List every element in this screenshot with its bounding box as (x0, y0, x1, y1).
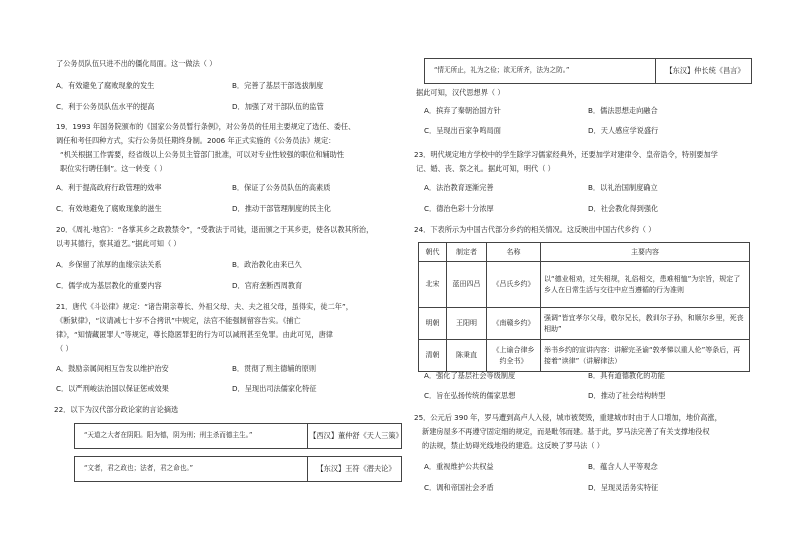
q23-option-d[interactable]: D．社会教化得到强化 (588, 204, 659, 213)
q24-cell-name: 《上谕合律乡约全书》 (487, 340, 541, 372)
q21-option-d[interactable]: D．呈现出司法儒家化特征 (232, 384, 317, 393)
q22-stem: 22．以下为汉代部分政论家的言论摘选 (54, 405, 179, 414)
q19-stem-line4: 职位实行聘任制”。这一转变（ ） (60, 164, 167, 173)
q22-option-c[interactable]: C．呈现出百家争鸣局面 (424, 126, 501, 135)
q18-option-b[interactable]: B．完善了基层干部选拔制度 (232, 81, 324, 90)
q23-option-b[interactable]: B．以礼治国制度确立 (588, 183, 658, 192)
q25-option-a[interactable]: A．重视维护公共权益 (424, 462, 494, 471)
q21-option-a[interactable]: A．鼓励亲属间相互告发以维护治安 (56, 364, 169, 373)
q25-stem-line1: 25．公元后 390 年，罗马遭到高卢人入侵，城市被焚毁，重建城市时由于人口增加，地价高涨， (414, 413, 722, 422)
q24-stem: 24．下表所示为中国古代部分乡约的相关情况。这反映出中国古代乡约（ ） (414, 225, 656, 234)
q22-option-a[interactable]: A．摈弃了秦朝治国方针 (424, 106, 501, 115)
table-row (419, 262, 750, 308)
q22-quote-2-source: 【东汉】王符《潜夫论》 (307, 457, 404, 481)
q25-stem-line3: 的法规，禁止妨碍光线地役的建造。这反映了罗马法（ ） (422, 441, 604, 450)
q25-option-b[interactable]: B．蕴含人人平等观念 (588, 462, 658, 471)
table-row (419, 308, 750, 340)
q24-option-b[interactable]: B．具有道德教化的功能 (588, 371, 665, 380)
q24-cell-dynasty: 北宋 (419, 262, 447, 308)
q18-option-d[interactable]: D．加强了对干部队伍的监管 (232, 102, 324, 111)
q24-option-d[interactable]: D．推动了社会结构转型 (588, 391, 666, 400)
q20-option-a[interactable]: A．乡保留了浓厚的血缘宗法关系 (56, 260, 162, 269)
q19-stem-line1: 19．1993 年国务院颁布的《国家公务员暂行条例》，对公务员的任用主要规定了选任、委任、 (56, 122, 356, 131)
q24-cell-author: 陈秉直 (447, 340, 487, 372)
q23-option-a[interactable]: A．法治教育逐渐完善 (424, 183, 494, 192)
q24-cell-content: 强调“皆宜孝尔父母，敬尔兄长，教训尔子孙，和顺尔乡里，死丧相助” (541, 308, 750, 340)
q24-table-header-row (419, 243, 750, 262)
q24-cell-content: 以“德业相劝，过失相规，礼俗相交，患难相恤”为宗旨，规定了乡人在日常生活与交往中应当遵循的行为准则 (541, 262, 750, 308)
q22-option-d[interactable]: D．天人感应学说盛行 (588, 126, 659, 135)
q24-cell-author: 王阳明 (447, 308, 487, 340)
q24-cell-name: 《南赣乡约》 (487, 308, 541, 340)
q24-header-name: 名称 (487, 243, 541, 262)
q21-stem-line4: （ ） (56, 344, 73, 353)
q19-option-a[interactable]: A．利于提高政府行政管理的效率 (56, 183, 162, 192)
q18-stem: 了公务员队伍只进不出的僵化局面。这一做法（ ） (56, 59, 217, 68)
q24-cell-content: 举书乡约的宣讲内容：讲解完圣谕“敦孝悌以重人伦”等条后，再接着“读律”（讲解律法） (541, 340, 750, 372)
q20-option-d[interactable]: D．官府垄断西周教育 (232, 281, 303, 290)
q19-stem-line2: 调任和考任四种方式，实行公务员任期终身制。2006 年正式实施的《公务员法》规定： (56, 136, 336, 145)
q22-quote-2-text: “文者，君之政也；法者，君之命也。” (84, 464, 194, 473)
q22-stem-tail: 据此可知，汉代思想界（ ） (416, 88, 505, 97)
q25-option-c[interactable]: C．调和帝国社会矛盾 (424, 483, 494, 492)
q18-option-a[interactable]: A．有效避免了腐败现象的发生 (56, 81, 155, 90)
q22-quote-row-3 (424, 58, 752, 84)
q22-quote-3-text: “情无所止，礼为之俭；欲无所齐，法为之防。” (434, 66, 570, 75)
q21-stem-line3: 律》，“知情藏匿罪人”等规定，尊长隐匿罪犯的行为可以减刑甚至免罪。由此可见，唐律 (56, 330, 333, 339)
right-column (416, 0, 752, 550)
q24-cell-name: 《吕氏乡约》 (487, 262, 541, 308)
q20-option-c[interactable]: C．儒学成为基层教化的重要内容 (56, 281, 162, 290)
q24-header-author: 制定者 (447, 243, 487, 262)
q19-option-b[interactable]: B．保证了公务员队伍的高素质 (232, 183, 331, 192)
q22-quote-row-2 (74, 456, 402, 482)
q21-option-b[interactable]: B．贯彻了刑主德辅的原则 (232, 364, 317, 373)
q24-table (418, 242, 750, 372)
q25-option-d[interactable]: D．呈现灵活务实特征 (588, 483, 659, 492)
q24-cell-dynasty: 清朝 (419, 340, 447, 372)
q19-option-c[interactable]: C．有效地避免了腐败现象的滋生 (56, 204, 162, 213)
q23-stem-line2: 记、婚、丧、祭之礼。据此可知，明代（ ） (416, 164, 555, 173)
q24-option-c[interactable]: C．旨在弘扬传统的儒家思想 (424, 391, 516, 400)
q19-option-d[interactable]: D．推动干部管理制度的民主化 (232, 204, 331, 213)
left-column (54, 0, 403, 550)
q25-stem-line2: 新建房屋多不再遵守固定细的规定，而是毗邻而建。基于此，罗马法完善了有关支撑地役权 (422, 427, 710, 436)
q24-cell-author: 蓝田四吕 (447, 262, 487, 308)
q23-option-c[interactable]: C．德治色彩十分浓厚 (424, 204, 494, 213)
q22-quote-row-1 (74, 423, 402, 449)
q21-stem-line2: 《断狱律》，“议请减七十岁不合拷讯”中规定，法官不能强制留容告实。《捕亡 (56, 316, 301, 325)
q24-header-content: 主要内容 (541, 243, 750, 262)
q22-quote-1-text: “天道之大者在阴阳。阳为德，阴为刑；刑主杀而德主生。” (84, 431, 253, 440)
q24-cell-dynasty: 明朝 (419, 308, 447, 340)
q22-quote-3-source: 【东汉】仲长统《昌言》 (655, 59, 754, 83)
q20-option-b[interactable]: B．政治教化由来已久 (232, 260, 302, 269)
q19-stem-line3: “机关根据工作需要，经省级以上公务员主管部门批准，可以对专业性较强的职位和辅助性 (60, 150, 345, 159)
q23-stem-line1: 23．明代规定地方学校中的学生除学习儒家经典外，还要加学对建律令、皇帝诰令，特别要加学 (414, 150, 718, 159)
q20-stem-line1: 20．《周礼·地官》：“各掌其乡之政教禁令”，“受教法于司徒，退而颁之于其乡吏，使各以教其所治， (56, 225, 374, 234)
q24-option-a[interactable]: A．强化了基层社会等级制度 (424, 371, 516, 380)
table-row (419, 340, 750, 372)
q22-quote-1-source: 【西汉】董仲舒《天人三策》 (307, 424, 404, 448)
q20-stem-line2: 以考其德行，察其道艺。”据此可知（ ） (56, 239, 181, 248)
q18-option-c[interactable]: C．利于公务员队伍水平的提高 (56, 102, 155, 111)
q21-option-c[interactable]: C．以严刑峻法治国以保证惩戒效果 (56, 384, 169, 393)
q21-stem-line1: 21．唐代《斗讼律》规定：“诸告期亲尊长、外祖父母、夫、夫之祖父母，虽得实，徒二年”， (56, 302, 353, 311)
q22-option-b[interactable]: B．儒法思想走向融合 (588, 106, 658, 115)
q24-header-dynasty: 朝代 (419, 243, 447, 262)
